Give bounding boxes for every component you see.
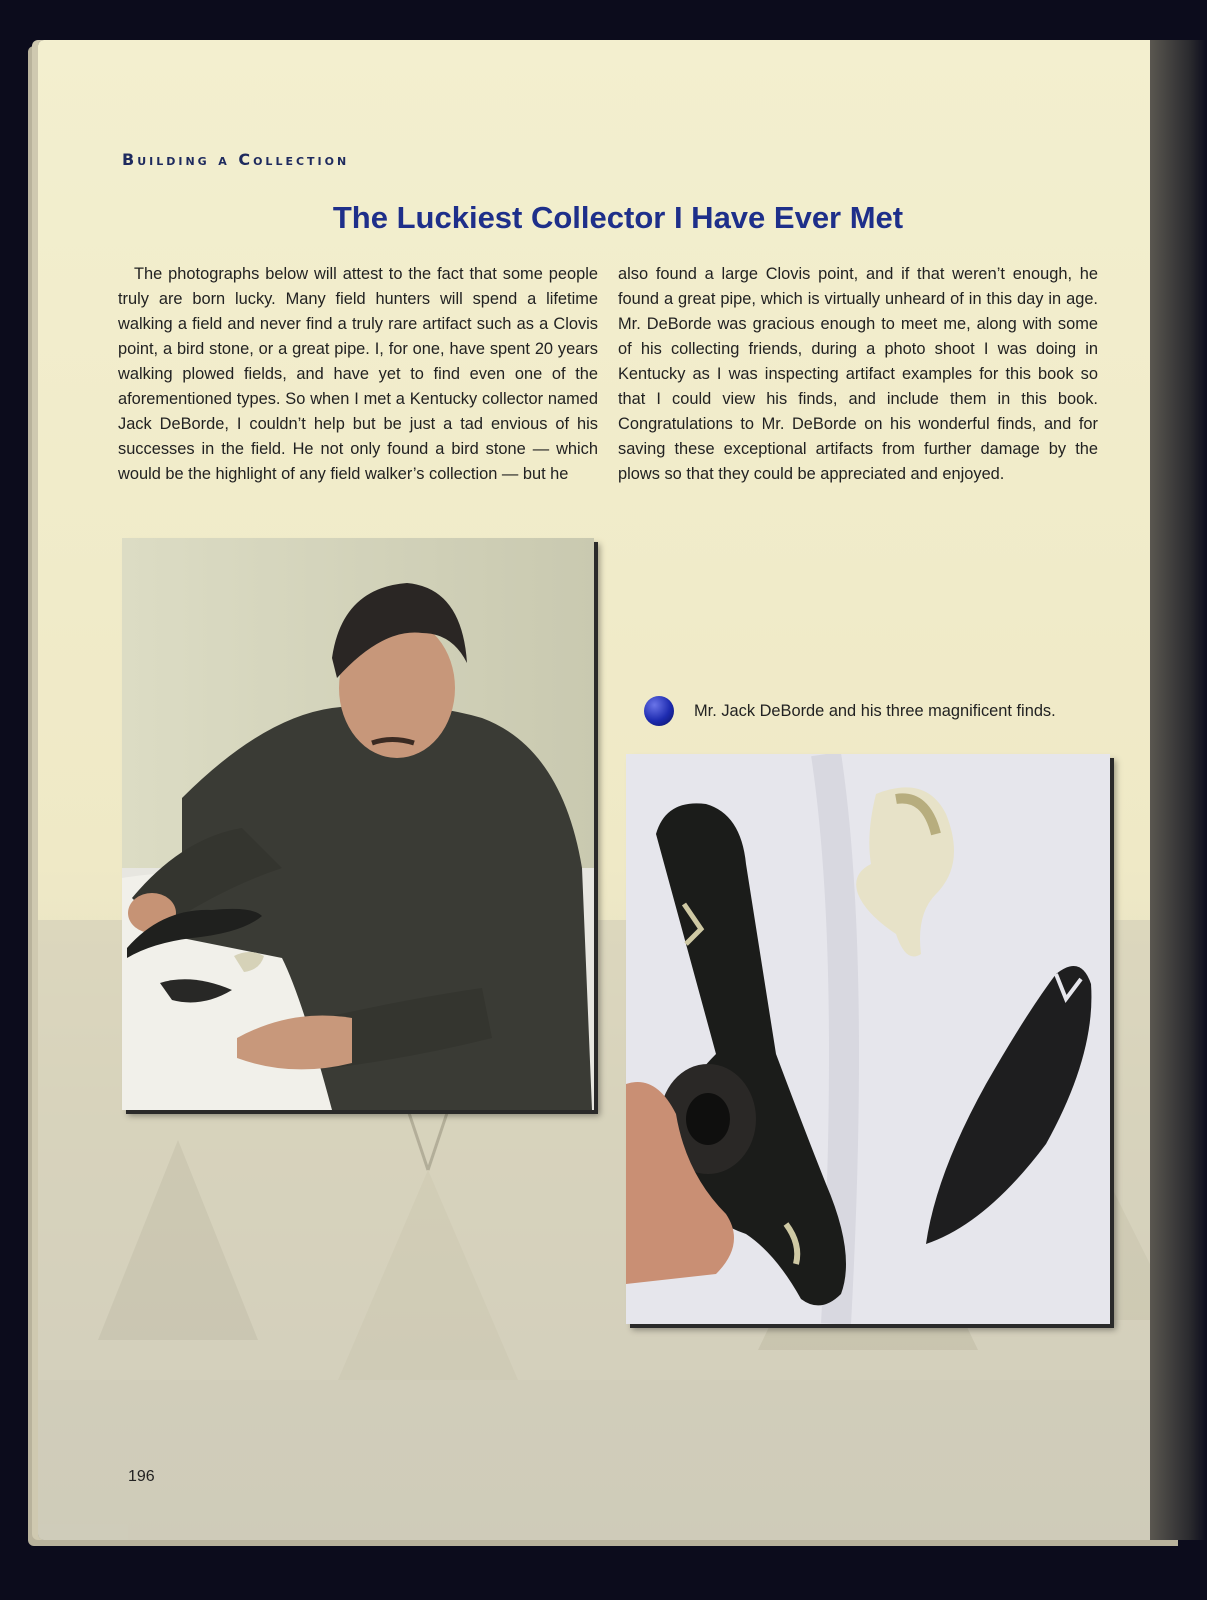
article-heading: The Luckiest Collector I Have Ever Met	[332, 200, 904, 235]
page-gutter-edge	[1150, 40, 1207, 1540]
page-number: 196	[128, 1468, 155, 1485]
body-column-left: The photographs below will attest to the fact that some people truly are born lucky. Many field hunters will spend a lifetime walking a field and never find a truly rare artifact such as a Clovis point, a bird stone, or a great pipe. I, for one, have spent 20 years walking plowed fields, and have yet to find even one of the aforementioned types. So when I met a Kentucky collector named Jack DeBorde, I couldn’t help but be just a tad envious of his successes in the field. He not only found a bird stone — which would be the highlight of any field walker’s collection — but he	[118, 265, 598, 483]
body-column-right: also found a large Clovis point, and if that weren’t enough, he found a great pipe, which is virtually unheard of in this day in age. Mr. DeBorde was gracious enough to meet me, along with some of his collecting friends, during a photo shoot I was doing in Kentucky as I was inspecting artifact examples for this book so that I could view his finds, and include them in this book. Congratulations to Mr. DeBorde on his wonderful finds, and for saving these exceptional artifacts from further damage by the plows so that they could be appreciated and enjoyed.	[618, 265, 1098, 483]
photo-collector	[122, 538, 594, 1110]
photo-caption: Mr. Jack DeBorde and his three magnificent finds.	[694, 701, 1056, 720]
book-page	[38, 40, 1188, 1540]
caption-bullet-icon	[644, 696, 674, 726]
photo-caption-row	[644, 696, 1056, 726]
section-title: Building a Collection	[122, 150, 350, 169]
photo-artifacts	[626, 754, 1110, 1324]
